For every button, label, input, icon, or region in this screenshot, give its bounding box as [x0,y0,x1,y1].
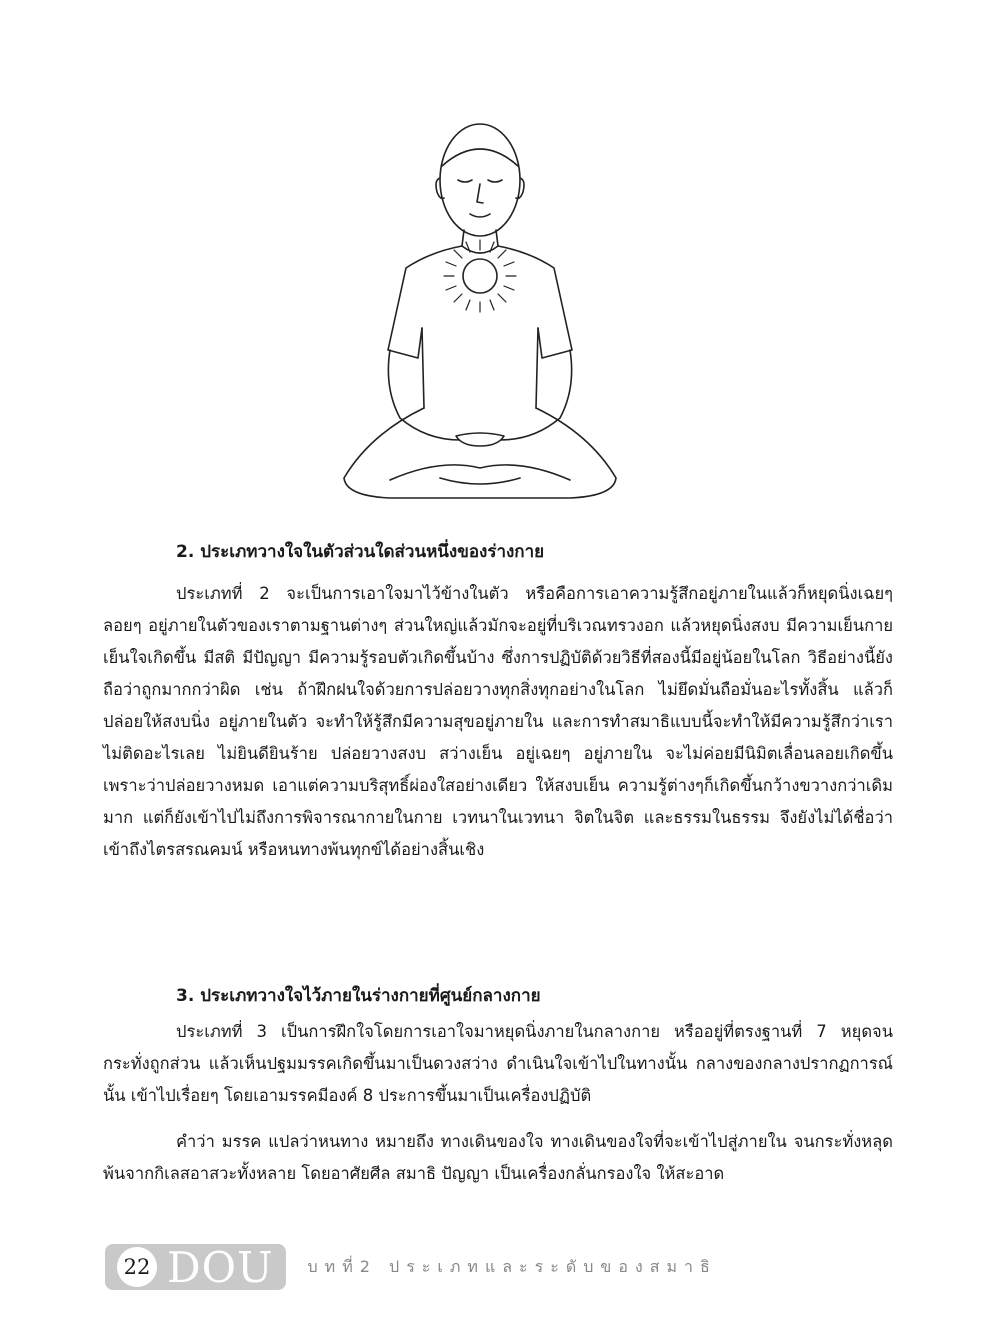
page-footer [105,1244,717,1290]
page-number: 22 [117,1247,157,1287]
section-2-text: ประเภทที่ 2 จะเป็นการเอาใจมาไว้ข้างในตัว หรือคือการเอาความรู้สึกอยู่ภายในแล้วก็หยุดนิ่งเฉยๆ ลอยๆ อยู่ภายในตัวของเราตามฐานต่างๆ ส่วนใหญ่แล้วมักจะอยู่ที่บริเวณทรวงอก แล้วหยุดนิ่งสงบ มีความเย็นกายเย็นใจเกิดขึ้น มีสติ มีปัญญา มีความรู้รอบตัวเกิดขึ้นบ้าง ซึ่งการปฏิบัติด้วยวิธีที่สองนี้มีอยู่น้อยในโลก วิธีอย่างนี้ยังถือว่าถูกมากกว่าผิด เช่น ถ้าฝึกฝนใจด้วยการปล่อยวางทุกสิ่งทุกอย่างในโลก ไม่ยึดมั่นถือมั่นอะไรทั้งสิ้น แล้วก็ปล่อยให้สงบนิ่ง อยู่ภายในตัว จะทำให้รู้สึกมีความสุขอยู่ภายใน และการทำสมาธิแบบนี้จะทำให้มีความรู้สึกว่าเราไม่ติดอะไรเลย ไม่ยินดียินร้าย ปล่อยวางสงบ สว่างเย็น อยู่เฉยๆ อยู่ภายใน จะไม่ค่อยมีนิมิตเลื่อนลอยเกิดขึ้น เพราะว่าปล่อยวางหมด เอาแต่ความบริสุทธิ์ผ่องใสอย่างเดียว ให้สงบเย็น ความรู้ต่างๆก็เกิดขึ้นกว้างขวางกว่าเดิมมาก แต่ก็ยังเข้าไปไม่ถึงการพิจารณากายในกาย เวทนาในเวทนา จิตในจิต และธรรมในธรรม จึงยังไม่ได้ชื่อว่าเข้าถึงไตรสรณคมน์ หรือหนทางพ้นทุกข์ได้อย่างสิ้นเชิง [103,584,893,859]
meditating-figure-illustration [330,118,630,502]
section-3-text-2: คำว่า มรรค แปลว่าหนทาง หมายถึง ทางเดินของใจ ทางเดินของใจที่จะเข้าไปสู่ภายใน จนกระทั่งหลุดพ้นจากกิเลสอาสวะทั้งหลาย โดยอาศัยศีล สมาธิ ปัญญา เป็นเครื่องกลั่นกรองใจ ให้สะอาด [103,1132,893,1183]
section-2-paragraph [103,578,893,866]
brand-logo: DOU [167,1242,274,1292]
section-2-heading: 2. ประเภทวางใจในตัวส่วนใดส่วนหนึ่งของร่างกาย [176,542,545,562]
section-3-paragraph-1 [103,1016,893,1112]
section-3-heading: 3. ประเภทวางใจไว้ภายในร่างกายที่ศูนย์กลางกาย [176,986,541,1006]
section-3-paragraph-2 [103,1126,893,1190]
footer-badge [105,1244,286,1290]
section-3-text-1: ประเภทที่ 3 เป็นการฝึกใจโดยการเอาใจมาหยุดนิ่งภายในกลางกาย หรืออยู่ที่ตรงฐานที่ 7 หยุดจนกระทั่งถูกส่วน แล้วเห็นปฐมมรรคเกิดขึ้นมาเป็นดวงสว่าง ดำเนินใจเข้าไปในทางนั้น กลางของกลางปรากฏการณ์นั้น เข้าไปเรื่อยๆ โดยเอามรรคมีองค์ 8 ประการขึ้นมาเป็นเครื่องปฏิบัติ [103,1022,893,1105]
chapter-title: บทที่2 ประเภทและระดับของสมาธิ [307,1256,717,1276]
